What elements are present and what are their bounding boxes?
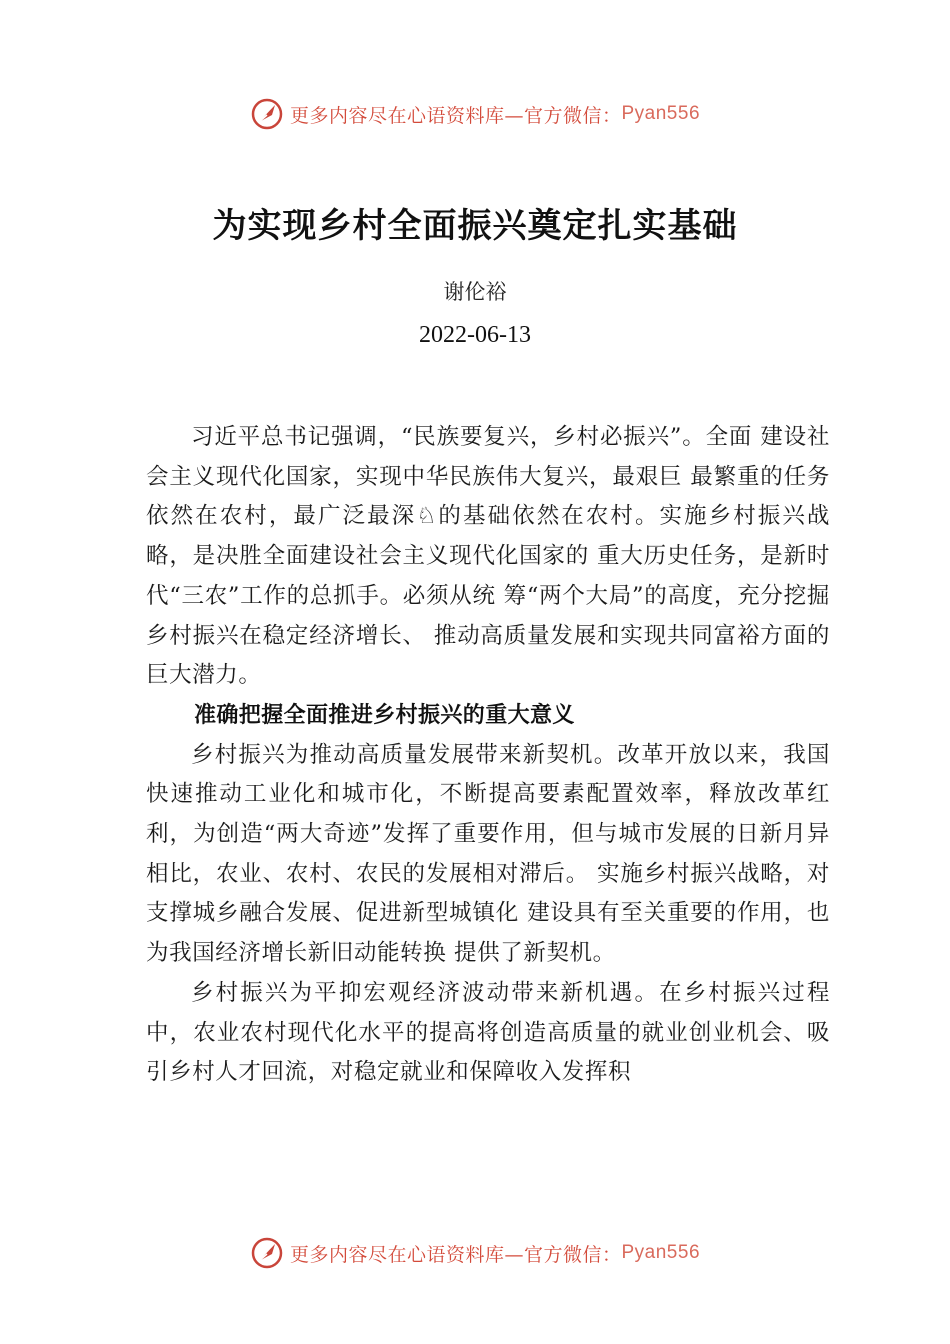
watermark-wechat-id: Pyan556 — [621, 1242, 701, 1263]
intro-paragraph: 习近平总书记强调，“民族要复兴，乡村必振兴”。全面 建设社会主义现代化国家，实现中华民族伟大复兴，最艰巨 最繁重的任务依然在农村，最广泛最深♘的基础依然在农村。实施乡村振兴战略，是决胜全面建设社会主义现代化国家的 重大历史任务，是新时代“三农”工作的总抓手。必须从统 筹“两个大局”的高度，充分挖掘乡村振兴在稳定经济增长、 推动高质量发展和实现共同富裕方面的巨大潜力。 — [146, 424, 830, 689]
quill-logo-icon — [250, 97, 284, 131]
body-paragraph: 乡村振兴为推动高质量发展带来新契机。改革开放以来，我国快速推动工业化和城市化，不断提高要素配置效率，释放改革红利，为创造“两大奇迹”发挥了重要作用，但与城市发展的日新月异相比，农业、农村、农民的发展相对滞后。 实施乡村振兴战略，对支撑城乡融合发展、促进新型城镇化 建设具有至关重要的作用，也为我国经济增长新旧动能转换 提供了新契机。 — [146, 741, 830, 967]
body-paragraph: 乡村振兴为平抑宏观经济波动带来新机遇。在乡村振兴过程中，农业农村现代化水平的提高将创造高质量的就业创业机会、吸引乡村人才回流，对稳定就业和保障收入发挥积 — [146, 979, 830, 1086]
quill-logo-icon — [250, 1236, 284, 1270]
section-heading: 准确把握全面推进乡村振兴的重大意义 — [194, 702, 575, 728]
watermark-wechat-id: Pyan556 — [621, 103, 701, 124]
article-date: 2022-06-13 — [419, 322, 531, 348]
watermark-text: 更多内容尽在心语资料库—官方微信： — [289, 1243, 622, 1266]
watermark-footer — [0, 1233, 950, 1273]
watermark-text: 更多内容尽在心语资料库—官方微信： — [289, 104, 622, 127]
article-title: 为实现乡村全面振兴奠定扎实基础 — [212, 206, 738, 246]
watermark-header — [0, 94, 950, 134]
article-body — [146, 418, 830, 1093]
article-author: 谢伦裕 — [443, 280, 507, 304]
